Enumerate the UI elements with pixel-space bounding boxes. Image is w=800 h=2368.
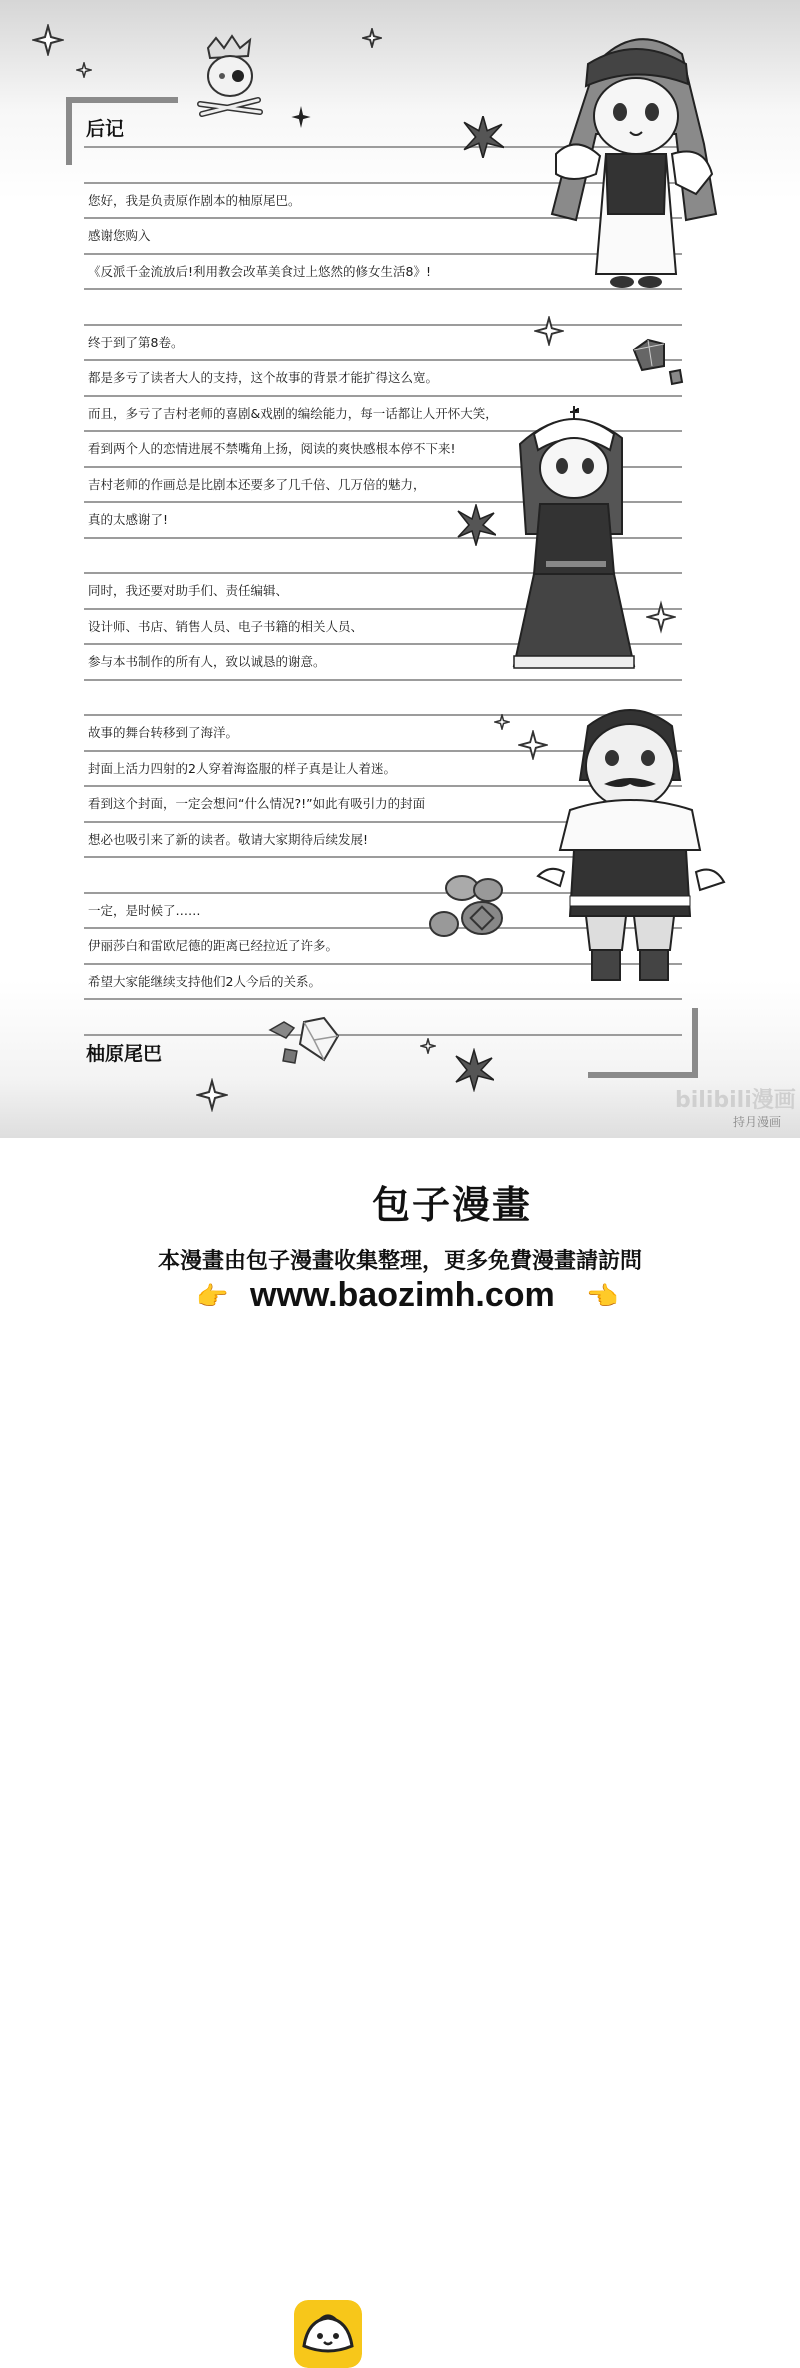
afterword-line: 封面上活力四射的2人穿着海盗服的样子真是让人着迷。 bbox=[88, 761, 396, 776]
footer-url-link[interactable]: www.baozimh.com bbox=[250, 1276, 555, 1314]
afterword-line: 而且，多亏了吉村老师的喜剧&戏剧的编绘能力，每一话都让人开怀大笑， bbox=[88, 406, 498, 421]
corner-bracket-bottom-right bbox=[692, 1008, 698, 1078]
afterword-line: 设计师、书店、销售人员、电子书籍的相关人员、 bbox=[88, 619, 364, 634]
afterword-line: 想必也吸引来了新的读者。敬请大家期待后续发展! bbox=[88, 832, 369, 847]
burst-icon bbox=[456, 504, 496, 546]
afterword-line: 真的太感谢了! bbox=[88, 512, 169, 527]
character-scarf-woman bbox=[536, 24, 736, 292]
footer-notice: 本漫畫由包子漫畫收集整理，更多免費漫畫請訪問 bbox=[157, 1249, 642, 1274]
afterword-line: 感谢您购入 bbox=[88, 228, 151, 243]
sparkle-icon bbox=[32, 24, 64, 56]
afterword-page bbox=[0, 0, 800, 1138]
baozi-logo-icon bbox=[294, 2300, 362, 2368]
afterword-title: 后记 bbox=[86, 118, 125, 140]
gem-icon bbox=[628, 336, 688, 392]
sparkle-icon bbox=[494, 714, 510, 730]
afterword-line: 一定，是时候了…… bbox=[88, 903, 201, 918]
corner-bracket-top-left-bar bbox=[66, 97, 178, 103]
author-signature: 柚原尾巴 bbox=[86, 1043, 163, 1065]
afterword-line: 您好，我是负责原作剧本的柚原尾巴。 bbox=[88, 193, 301, 208]
character-mustache-man bbox=[530, 700, 730, 988]
sparkle-icon bbox=[196, 1078, 228, 1112]
sparkle-icon bbox=[646, 600, 676, 634]
ruled-line bbox=[84, 395, 682, 397]
sparkle-icon bbox=[76, 62, 92, 78]
afterword-line: 伊丽莎白和雷欧尼德的距离已经拉近了许多。 bbox=[88, 938, 339, 953]
afterword-line: 希望大家能继续支持他们2人今后的关系。 bbox=[88, 974, 321, 989]
bilibili-watermark-sub: 持月漫画 bbox=[733, 1115, 782, 1129]
afterword-line: 看到两个人的恋情进展不禁嘴角上扬，阅读的爽快感根本停不下来! bbox=[88, 441, 456, 456]
pointing-left-icon: 👈 bbox=[586, 1282, 619, 1312]
burst-icon bbox=[462, 116, 504, 158]
footer-brand: 包子漫畫 bbox=[372, 1183, 533, 1227]
ruled-line bbox=[84, 998, 682, 1000]
corner-bracket-top-left bbox=[66, 97, 72, 165]
afterword-line: 终于到了第8卷。 bbox=[88, 335, 184, 350]
skull-crown-icon bbox=[194, 34, 266, 120]
afterword-line: 参与本书制作的所有人，致以诚恳的谢意。 bbox=[88, 654, 326, 669]
bilibili-watermark-logo: bilibili漫画 bbox=[675, 1088, 796, 1113]
afterword-line: 《反派千金流放后!利用教会改革美食过上悠然的修女生活8》! bbox=[88, 264, 431, 279]
footer-banner bbox=[0, 1138, 800, 1338]
sparkle-icon bbox=[290, 104, 312, 130]
sparkle-icon bbox=[534, 316, 564, 346]
corner-bracket-bottom-right-bar bbox=[588, 1072, 698, 1078]
afterword-line: 都是多亏了读者大人的支持，这个故事的背景才能扩得这么宽。 bbox=[88, 370, 439, 385]
ruled-line bbox=[84, 359, 682, 361]
afterword-line: 同时，我还要对助手们、责任编辑、 bbox=[88, 583, 289, 598]
afterword-line: 看到这个封面，一定会想问“什么情况?!”如此有吸引力的封面 bbox=[88, 796, 426, 811]
ruled-line bbox=[84, 1034, 682, 1036]
afterword-line: 故事的舞台转移到了海洋。 bbox=[88, 725, 239, 740]
character-nun bbox=[510, 404, 640, 674]
afterword-line: 吉村老师的作画总是比剧本还要多了几千倍、几万倍的魅力， bbox=[88, 477, 426, 492]
pointing-right-icon: 👉 bbox=[196, 1282, 229, 1312]
ruled-line bbox=[84, 679, 682, 681]
ruled-line bbox=[84, 324, 682, 326]
burst-icon bbox=[454, 1048, 494, 1092]
sparkle-icon bbox=[362, 28, 382, 48]
gem-icon bbox=[266, 1016, 352, 1072]
coins-icon bbox=[426, 872, 510, 948]
sparkle-icon bbox=[420, 1038, 436, 1054]
